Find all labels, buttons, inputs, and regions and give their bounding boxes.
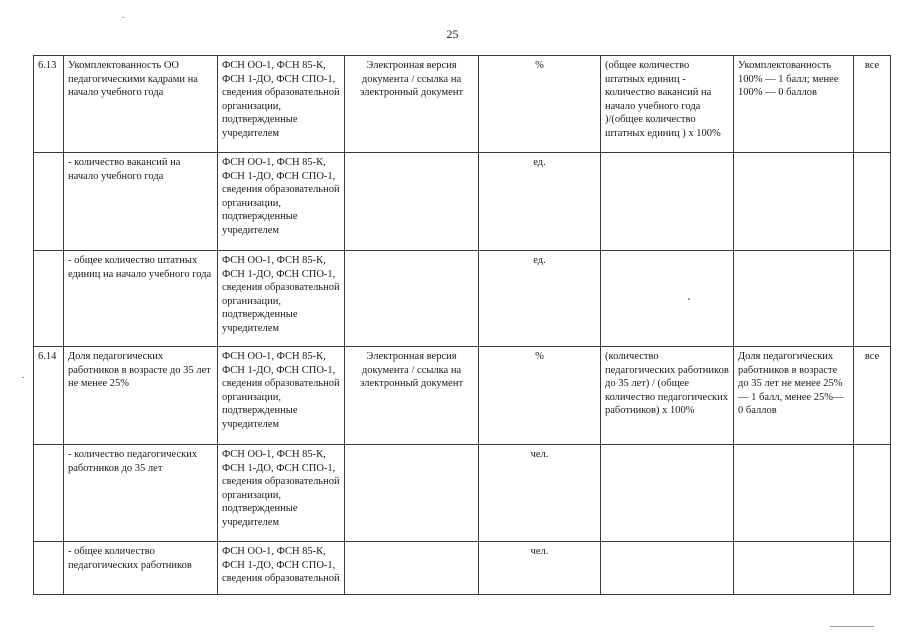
unit-cell: чел. bbox=[479, 445, 601, 542]
scope-cell bbox=[854, 251, 891, 347]
formula-cell: (общее количество штатных единиц - количество вакансий на начало учебного года )/(общее количество штатных единиц ) х 100% bbox=[601, 56, 734, 153]
document-cell bbox=[345, 153, 479, 251]
scope-cell bbox=[854, 445, 891, 542]
scan-speck bbox=[830, 626, 874, 627]
scope-cell: все bbox=[854, 56, 891, 153]
row-number-cell bbox=[34, 251, 64, 347]
scan-speck bbox=[688, 298, 690, 300]
row-number-cell: 6.13 bbox=[34, 56, 64, 153]
data-source-cell: ФСН ОО-1, ФСН 85-К, ФСН 1-ДО, ФСН СПО-1, сведения образовательной bbox=[218, 542, 345, 595]
unit-cell: ед. bbox=[479, 251, 601, 347]
scope-cell: все bbox=[854, 347, 891, 445]
data-source-cell: ФСН ОО-1, ФСН 85-К, ФСН 1-ДО, ФСН СПО-1, сведения образовательной организации, подтвержденные учредителем bbox=[218, 56, 345, 153]
table-row bbox=[34, 56, 891, 153]
indicator-table bbox=[33, 55, 891, 595]
unit-cell: % bbox=[479, 347, 601, 445]
data-source-cell: ФСН ОО-1, ФСН 85-К, ФСН 1-ДО, ФСН СПО-1, сведения образовательной организации, подтвержденные учредителем bbox=[218, 347, 345, 445]
data-source-cell: ФСН ОО-1, ФСН 85-К, ФСН 1-ДО, ФСН СПО-1, сведения образовательной организации, подтвержденные учредителем bbox=[218, 153, 345, 251]
indicator-name-cell: - общее количество педагогических работников bbox=[64, 542, 218, 595]
formula-cell bbox=[601, 251, 734, 347]
table-row bbox=[34, 251, 891, 347]
document-cell bbox=[345, 251, 479, 347]
indicator-name-cell: - общее количество штатных единиц на начало учебного года bbox=[64, 251, 218, 347]
page-number: 25 bbox=[446, 27, 459, 41]
scope-cell bbox=[854, 542, 891, 595]
table-row bbox=[34, 445, 891, 542]
table-row bbox=[34, 542, 891, 595]
indicator-name-cell: - количество педагогических работников до 35 лет bbox=[64, 445, 218, 542]
criteria-cell bbox=[734, 251, 854, 347]
row-number-cell: 6.14 bbox=[34, 347, 64, 445]
unit-cell: чел. bbox=[479, 542, 601, 595]
indicator-name-cell: Доля педагогических работников в возрасте до 35 лет не менее 25% bbox=[64, 347, 218, 445]
criteria-cell: Доля педагогических работников в возрасте до 35 лет не менее 25% — 1 балл, менее 25%— 0 баллов bbox=[734, 347, 854, 445]
row-number-cell bbox=[34, 445, 64, 542]
table-row bbox=[34, 347, 891, 445]
indicator-name-cell: - количество вакансий на начало учебного года bbox=[64, 153, 218, 251]
scan-speck bbox=[22, 377, 24, 378]
data-source-cell: ФСН ОО-1, ФСН 85-К, ФСН 1-ДО, ФСН СПО-1, сведения образовательной организации, подтвержденные учредителем bbox=[218, 445, 345, 542]
criteria-cell bbox=[734, 542, 854, 595]
formula-cell bbox=[601, 153, 734, 251]
criteria-cell bbox=[734, 445, 854, 542]
criteria-cell: Укомплектованность 100% — 1 балл; менее 100% — 0 баллов bbox=[734, 56, 854, 153]
formula-cell: (количество педагогических работников до 35 лет) / (общее количество педагогических работников) х 100% bbox=[601, 347, 734, 445]
document-cell bbox=[345, 542, 479, 595]
unit-cell: % bbox=[479, 56, 601, 153]
document-cell: Электронная версия документа / ссылка на электронный документ bbox=[345, 347, 479, 445]
row-number-cell bbox=[34, 153, 64, 251]
table-row bbox=[34, 153, 891, 251]
criteria-cell bbox=[734, 153, 854, 251]
scope-cell bbox=[854, 153, 891, 251]
unit-cell: ед. bbox=[479, 153, 601, 251]
scan-speck bbox=[122, 17, 124, 18]
document-cell bbox=[345, 445, 479, 542]
document-cell: Электронная версия документа / ссылка на электронный документ bbox=[345, 56, 479, 153]
formula-cell bbox=[601, 445, 734, 542]
formula-cell bbox=[601, 542, 734, 595]
row-number-cell bbox=[34, 542, 64, 595]
indicator-name-cell: Укомплектованность ОО педагогическими кадрами на начало учебного года bbox=[64, 56, 218, 153]
data-source-cell: ФСН ОО-1, ФСН 85-К, ФСН 1-ДО, ФСН СПО-1, сведения образовательной организации, подтвержденные учредителем bbox=[218, 251, 345, 347]
